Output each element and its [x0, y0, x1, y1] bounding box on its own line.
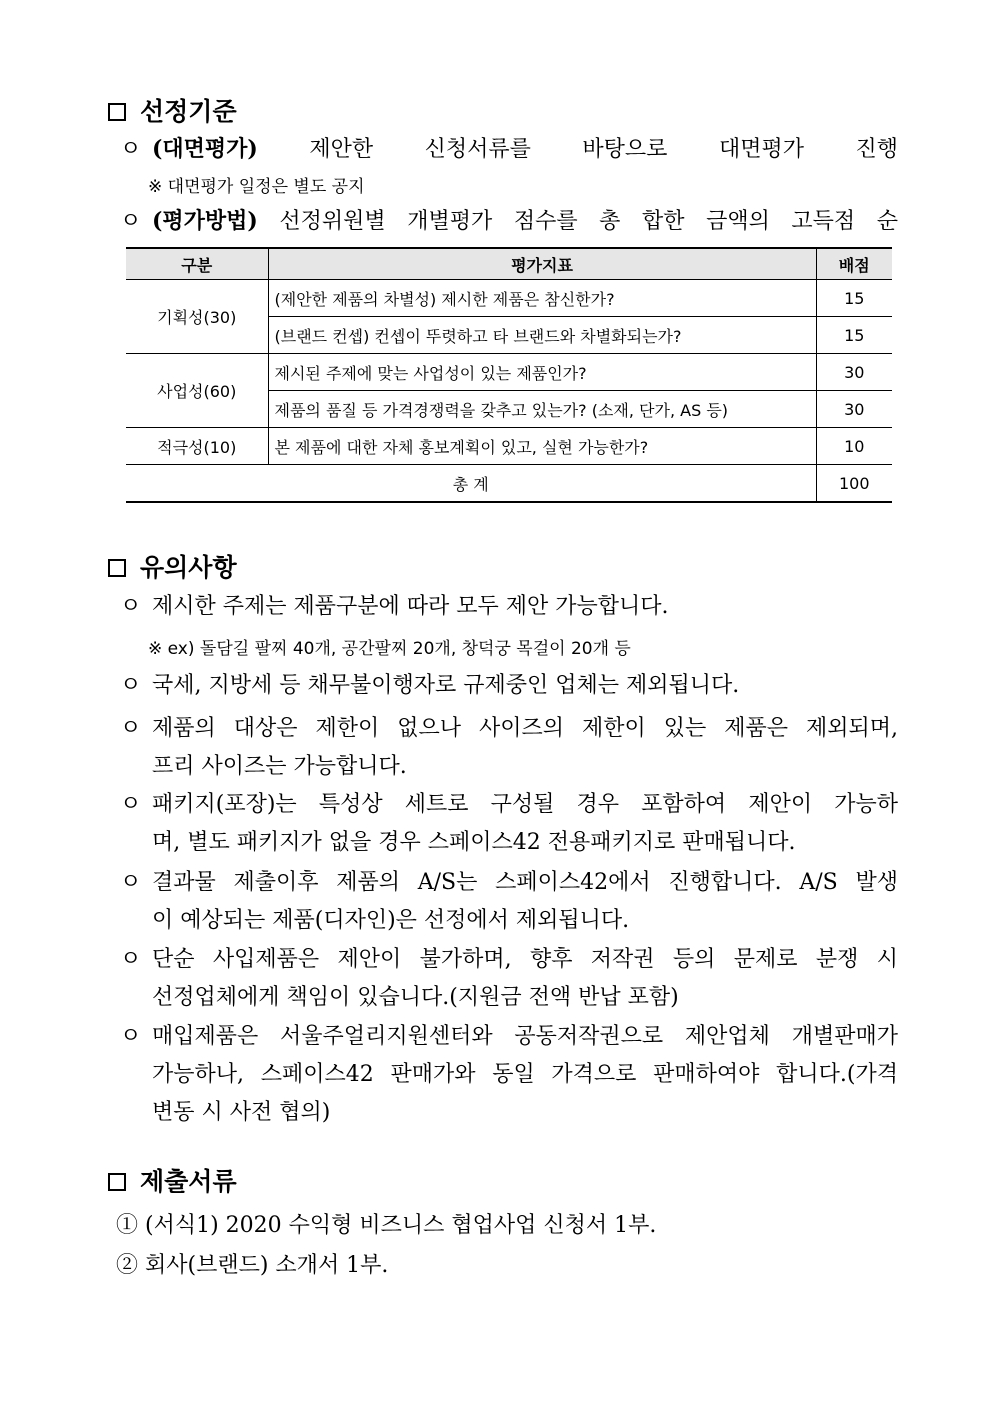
notes-item-6: ㅇ 단순 사입제품은 제안이 불가하며, 향후 저작권 등의 문제로 분쟁 시 선정업체에게 책임이 있습니다.(지원금 전액 반납 포함) [120, 941, 898, 1017]
points-cell: 30 [816, 354, 892, 391]
document-item-2: ② 회사(브랜드) 소개서 1부. [116, 1253, 389, 1278]
table-total-row [126, 465, 892, 503]
circle-bullet-icon: ㅇ [120, 947, 142, 972]
checkbox-square-icon [108, 103, 126, 121]
header-points: 배점 [816, 248, 892, 280]
circle-bullet-icon: ㅇ [120, 716, 142, 741]
circle-bullet-icon: ㅇ [120, 870, 142, 895]
table-header-row [126, 248, 892, 280]
table-row [126, 428, 892, 465]
category-business: 사업성(60) [126, 354, 268, 428]
notes-item-5: ㅇ 결과물 제출이후 제품의 A/S는 스페이스42에서 진행합니다. A/S 발생 이 예상되는 제품(디자인)은 선정에서 제외됩니다. [120, 864, 898, 940]
indicator-cell: 제시된 주제에 맞는 사업성이 있는 제품인가? [268, 354, 816, 391]
circled-number-2: ② [116, 1253, 139, 1278]
table-row [126, 354, 892, 391]
category-planning: 기획성(30) [126, 280, 268, 354]
indicator-cell: 제품의 품질 등 가격경쟁력을 갖추고 있는가? (소재, 단가, AS 등) [268, 391, 816, 428]
circled-number-1: ① [116, 1213, 139, 1238]
indicator-cell: 본 제품에 대한 자체 홍보계획이 있고, 실현 가능한가? [268, 428, 816, 465]
checkbox-square-icon [108, 1173, 126, 1191]
circle-bullet-icon: ㅇ [120, 792, 142, 817]
points-cell: 10 [816, 428, 892, 465]
circle-bullet-icon: ㅇ [120, 137, 142, 162]
table-row [126, 280, 892, 317]
document-item-1: ① (서식1) 2020 수익형 비즈니스 협업사업 신청서 1부. [116, 1213, 657, 1238]
section-heading-selection-criteria: 선정기준 [108, 92, 237, 128]
indicator-cell: (제안한 제품의 차별성) 제시한 제품은 참신한가? [268, 280, 816, 317]
criteria-item-method: ㅇ (평가방법) 선정위원별 개별평가 점수를 총 합한 금액의 고득점 순 [120, 202, 898, 241]
circle-bullet-icon: ㅇ [120, 594, 142, 619]
circle-bullet-icon: ㅇ [120, 209, 142, 234]
evaluation-table [126, 247, 892, 503]
criteria-item-interview: ㅇ (대면평가) 제안한 신청서류를 바탕으로 대면평가 진행 [120, 130, 898, 169]
total-label: 총 계 [126, 465, 816, 503]
circle-bullet-icon: ㅇ [120, 1024, 142, 1049]
note-example: ※ ex) 돌담길 팔찌 40개, 공간팔찌 20개, 창덕궁 목걸이 20개 등 [148, 639, 631, 659]
header-indicator: 평가지표 [268, 248, 816, 280]
points-cell: 30 [816, 391, 892, 428]
points-cell: 15 [816, 317, 892, 354]
indicator-cell: (브랜드 컨셉) 컨셉이 뚜렷하고 타 브랜드와 차별화되는가? [268, 317, 816, 354]
notes-item-7: ㅇ 매입제품은 서울주얼리지원센터와 공동저작권으로 제안업체 개별판매가 가능하나, 스페이스42 판매가와 동일 가격으로 판매하여야 합니다.(가격 변동 시 사전 협의) [120, 1018, 898, 1132]
checkbox-square-icon [108, 559, 126, 577]
header-category: 구분 [126, 248, 268, 280]
circle-bullet-icon: ㅇ [120, 673, 142, 698]
notes-item-1: ㅇ 제시한 주제는 제품구분에 따라 모두 제안 가능합니다. [120, 588, 898, 626]
section-heading-notes: 유의사항 [108, 548, 237, 584]
section-heading-documents: 제출서류 [108, 1162, 237, 1198]
note-interview-schedule: ※ 대면평가 일정은 별도 공지 [148, 177, 365, 197]
notes-item-3: ㅇ 제품의 대상은 제한이 없으나 사이즈의 제한이 있는 제품은 제외되며, 프리 사이즈는 가능합니다. [120, 710, 898, 786]
notes-item-2: ㅇ 국세, 지방세 등 채무불이행자로 규제중인 업체는 제외됩니다. [120, 667, 898, 705]
category-initiative: 적극성(10) [126, 428, 268, 465]
total-points: 100 [816, 465, 892, 503]
notes-item-4: ㅇ 패키지(포장)는 특성상 세트로 구성될 경우 포함하여 제안이 가능하 며, 별도 패키지가 없을 경우 스페이스42 전용패키지로 판매됩니다. [120, 786, 898, 862]
points-cell: 15 [816, 280, 892, 317]
